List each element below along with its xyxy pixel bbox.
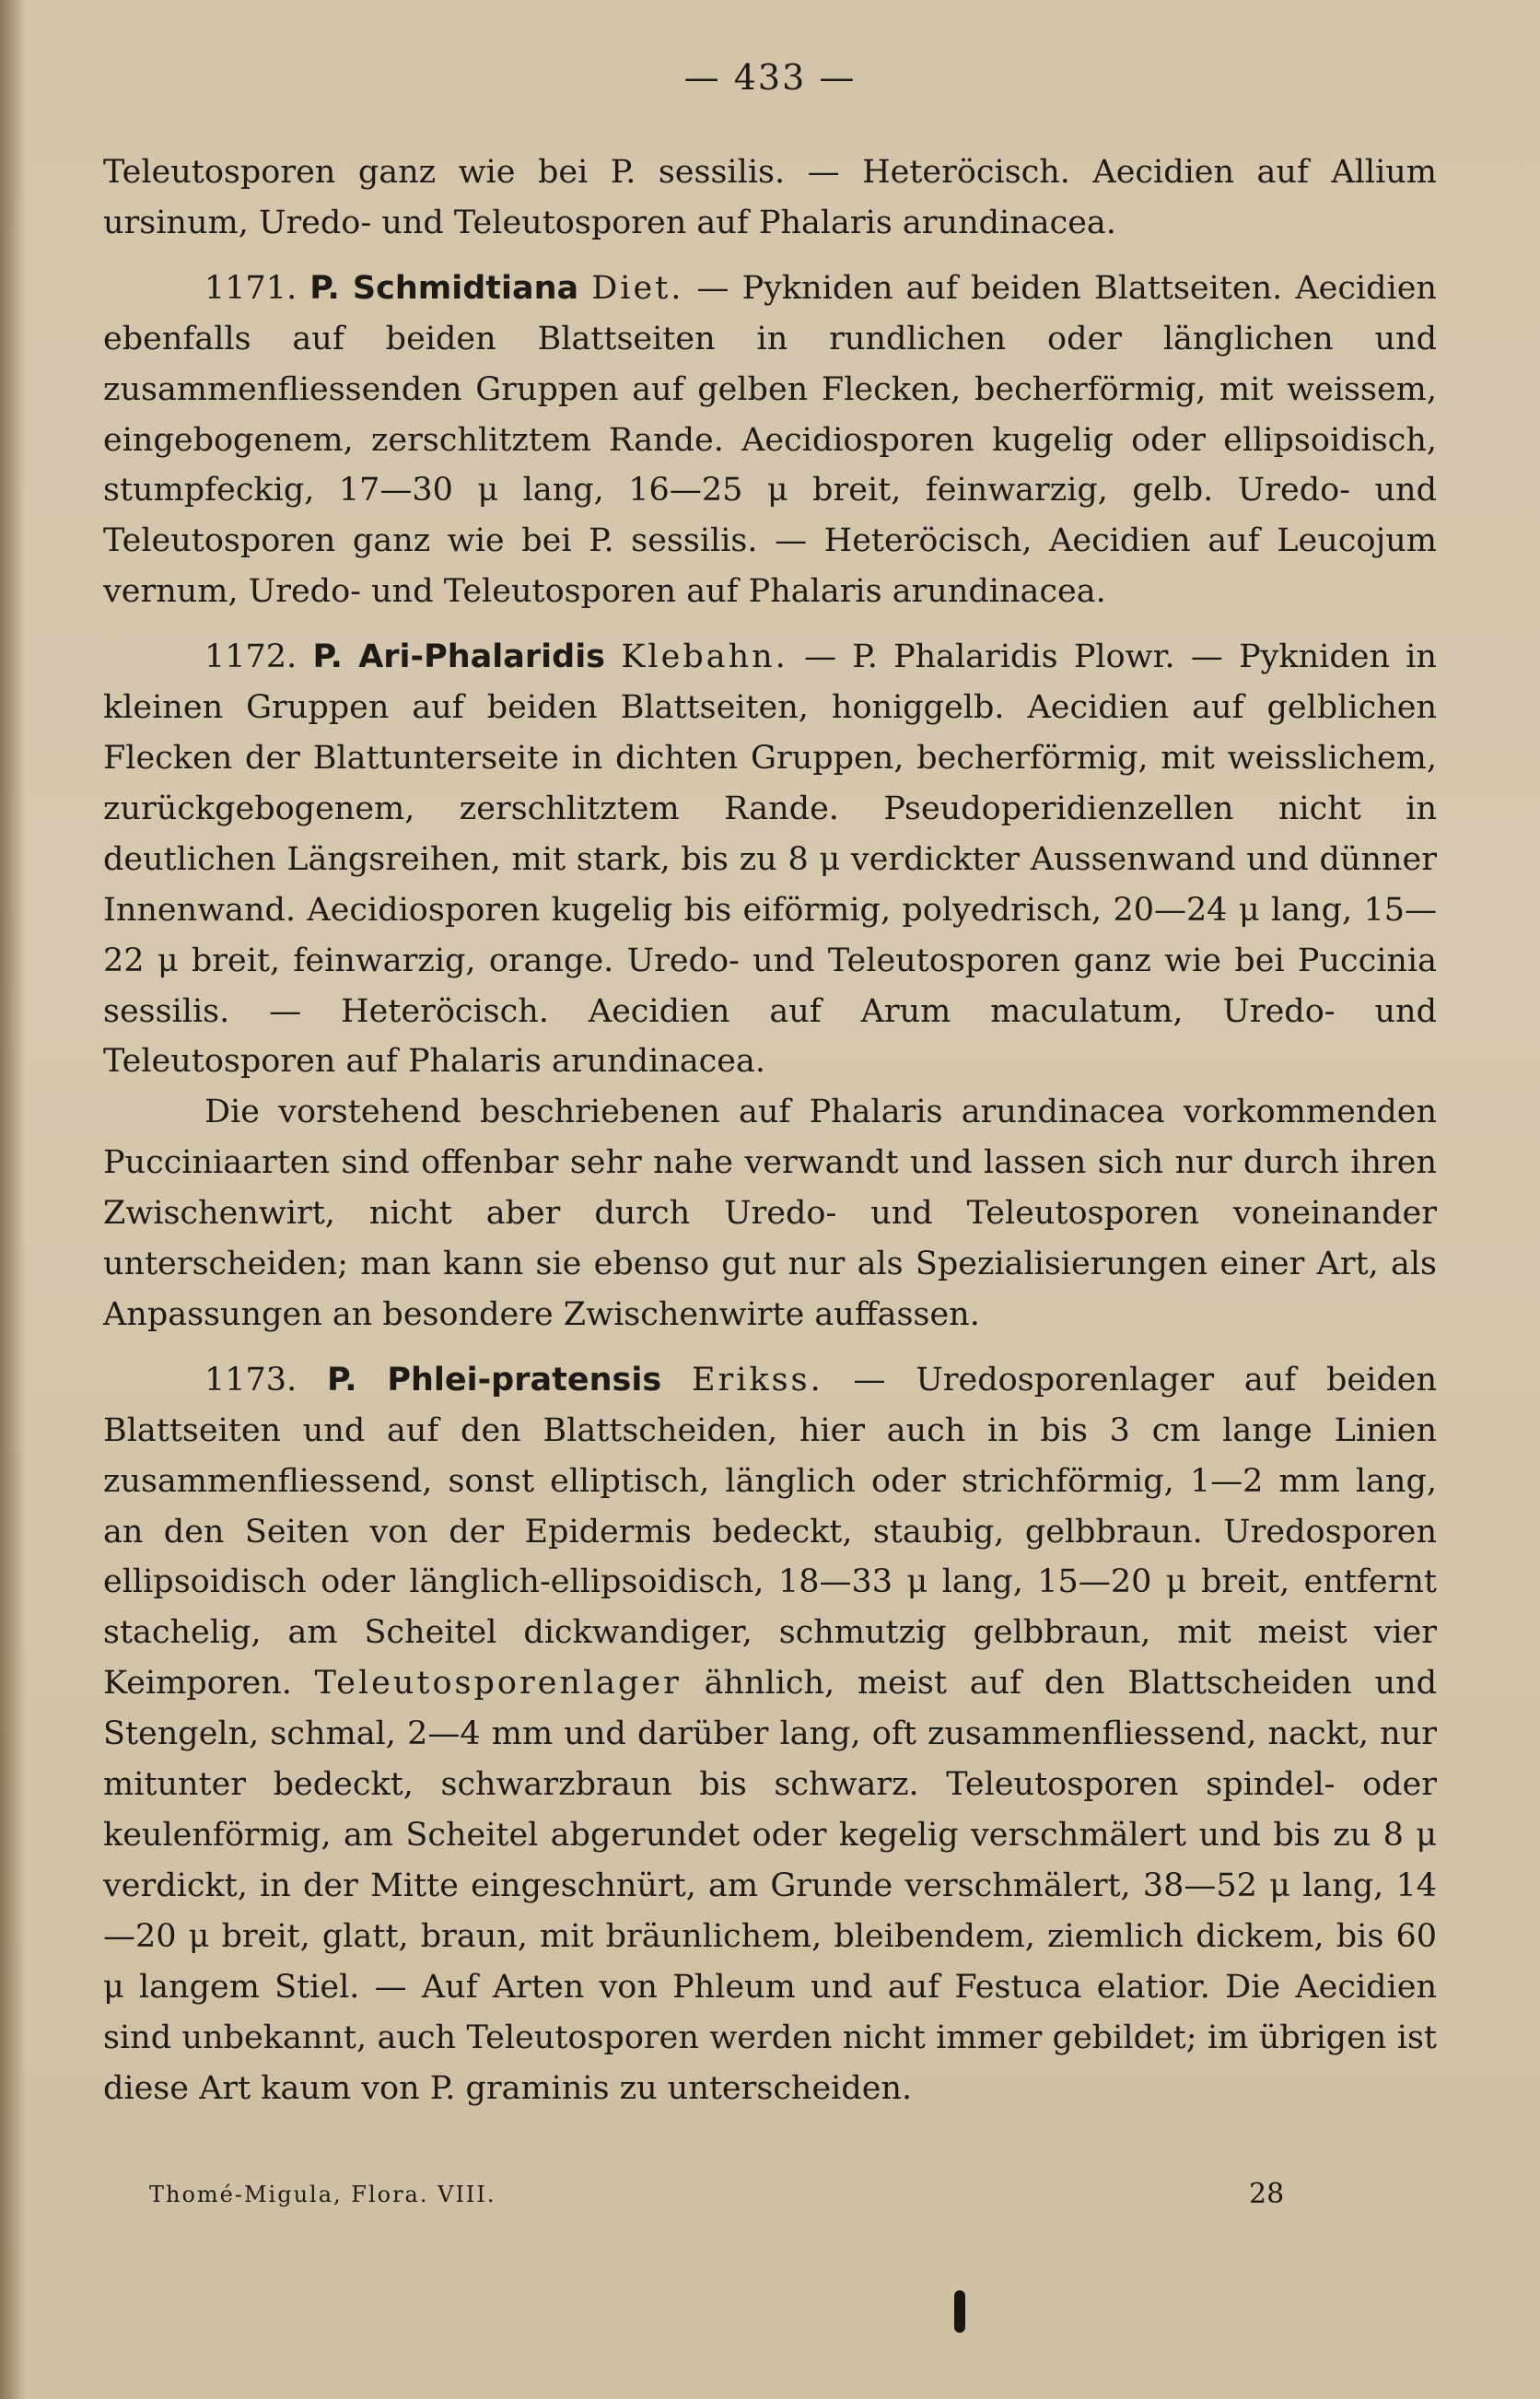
genus-abbrev: P.: [309, 269, 340, 307]
author-name: Klebahn.: [621, 638, 788, 676]
genus-abbrev: P.: [312, 638, 343, 676]
entry-number: 1172.: [204, 638, 298, 676]
species-name: Ari-Phalaridis: [358, 638, 606, 676]
entry-1172: [103, 632, 1437, 1087]
entry-description: — Pykniden auf beiden Blattseiten. Aecidien ebenfalls auf beiden Blattseiten in rundlichen oder länglichen und zusammenfliessenden Gruppen auf gelben Flecken, becherförmig, mit weissem, eingebogenem, zerschlitztem Rande. Aecidiosporen kugelig oder ellipsoidisch, stumpfeckig, 17—30 μ lang, 16—25 μ breit, feinwarzig, gelb. Uredo- und Teleutosporen ganz wie bei P. sessilis. — Heteröcisch, Aecidien auf Leucojum vernum, Uredo- und Teleutosporen auf Phalaris arundinacea.: [103, 269, 1437, 611]
entry-description: — Uredosporenlager auf beiden Blattseiten und auf den Blattscheiden, hier auch in bis 3 cm lange Linien zusammenfliessend, sonst elliptisch, länglich oder strichförmig, 1—2 mm lang, an den Seiten von der Epidermis bedeckt, staubig, gelbbraun. Uredosporen ellipsoidisch oder länglich-ellipsoidisch, 18—33 μ lang, 15—20 μ breit, entfernt stachelig, am Scheitel dickwandiger, schmutzig gelbbraun, mit meist vier Keimporen.: [103, 1361, 1437, 1703]
species-name: Schmidtiana: [352, 269, 579, 307]
author-name: Diet.: [591, 269, 684, 307]
footer-signature: Thomé-Migula, Flora. VIII.: [149, 2182, 496, 2207]
entry-description-cont: ähnlich, meist auf den Blattscheiden und Stengeln, schmal, 2—4 mm und darüber lang, oft zusammenfliessend, nackt, nur mitunter bedeckt, schwarzbraun bis schwarz. Teleutosporen spindel- oder keulenförmig, am Scheitel abgerundet oder kegelig verschmälert und bis zu 8 μ verdickt, in der Mitte eingeschnürt, am Grunde verschmälert, 38—52 μ lang, 14—20 μ breit, glatt, braun, mit bräunlichem, bleibendem, ziemlich dickem, bis 60 μ langem Stiel. — Auf Arten von Phleum und auf Festuca elatior. Die Aecidien sind unbekannt, auch Teleutosporen werden nicht immer gebildet; im übrigen ist diese Art kaum von P. graminis zu unterscheiden.: [103, 1665, 1437, 2107]
paragraph-continuation: Teleutosporen ganz wie bei P. sessilis. — Heteröcisch. Aecidien auf Allium ursinum, Uredo- und Teleutosporen auf Phalaris arundinacea.: [103, 154, 1437, 241]
signature-number: 28: [1249, 2178, 1285, 2210]
entry-number: 1173.: [204, 1361, 298, 1398]
entry-number: 1171.: [204, 269, 298, 307]
page-body: [103, 147, 1437, 2113]
entry-1171: [103, 263, 1437, 617]
species-name: Phlei-pratensis: [387, 1361, 662, 1398]
spaced-term: Teleutosporenlager: [314, 1665, 682, 1703]
paragraph-remark: Die vorstehend beschriebenen auf Phalaris arundinacea vorkommenden Pucciniaarten sind offenbar sehr nahe verwandt und lassen sich nur durch ihren Zwischenwirt, nicht aber durch Uredo- und Teleutosporen voneinander unterscheiden; man kann sie ebenso gut nur als Spezialisierungen einer Art, als Anpassungen an besondere Zwischenwirte auffassen.: [103, 1094, 1437, 1333]
entry-description: — P. Phalaridis Plowr. — Pykniden in kleinen Gruppen auf beiden Blattseiten, honiggelb. Aecidien auf gelblichen Flecken der Blattunterseite in dichten Gruppen, becherförmig, mit weisslichem, zurückgebogenem, zerschlitztem Rande. Pseudoperidienzellen nicht in deutlichen Längsreihen, mit stark, bis zu 8 μ verdickter Aussenwand und dünner Innenwand. Aecidiosporen kugelig bis eiförmig, polyedrisch, 20—24 μ lang, 15—22 μ breit, feinwarzig, orange. Uredo- und Teleutosporen ganz wie bei Puccinia sessilis. — Heteröcisch. Aecidien auf Arum maculatum, Uredo- und Teleutosporen auf Phalaris arundinacea.: [103, 638, 1437, 1081]
entry-1173: [103, 1355, 1437, 2114]
page-number: — 433 —: [683, 57, 857, 98]
genus-abbrev: P.: [327, 1361, 357, 1398]
author-name: Erikss.: [691, 1361, 823, 1398]
ink-mark: [954, 2290, 965, 2333]
binding-shadow: [0, 0, 26, 2399]
